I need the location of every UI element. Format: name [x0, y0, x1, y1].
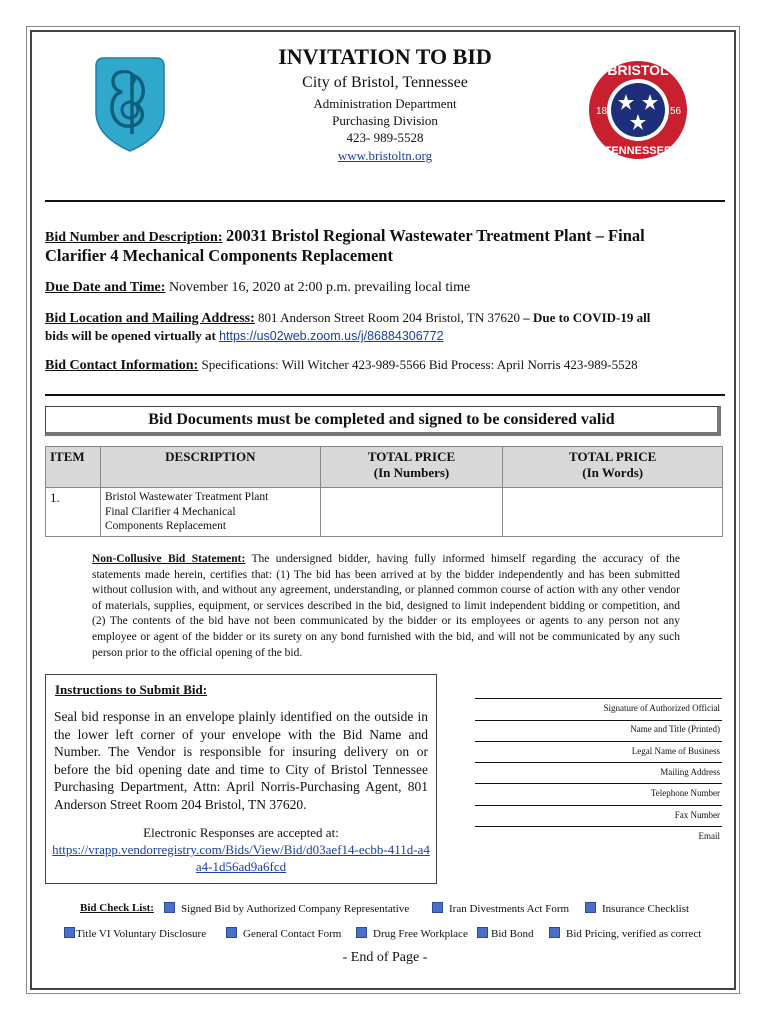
non-collusive-statement: [92, 552, 680, 661]
covid-note-line2: bids will be opened virtually at: [45, 328, 216, 343]
price-numbers-title: TOTAL PRICE: [367, 449, 456, 464]
checklist-item-label: Title VI Voluntary Disclosure: [76, 928, 207, 940]
instructions-heading: Instructions to Submit Bid:: [55, 682, 208, 697]
table-row: [46, 488, 723, 537]
due-date-value: November 16, 2020 at 2:00 p.m. prevailing local time: [168, 280, 471, 295]
checkbox-icon: [432, 902, 443, 913]
location-label: Bid Location and Mailing Address:: [45, 311, 255, 326]
description-line: Bristol Wastewater Treatment Plant: [104, 491, 269, 503]
price-words-subtitle: (In Words): [582, 465, 644, 480]
electronic-responses: [50, 824, 432, 875]
electronic-responses-text: Electronic Responses are accepted at:: [143, 825, 339, 840]
bid-number-value: 20031 Bristol Regional Wastewater Treatment Plant – Final: [225, 226, 645, 245]
fax-label: Fax Number: [674, 810, 720, 820]
division-name: Purchasing Division: [332, 113, 438, 128]
city-name: City of Bristol, Tennessee: [302, 74, 468, 91]
checklist-item[interactable]: [585, 902, 689, 915]
checklist-item-label: Drug Free Workplace: [373, 928, 468, 940]
location-value: 801 Anderson Street Room 204 Bristol, TN 37620: [258, 310, 520, 325]
department-name: Administration Department: [313, 96, 457, 111]
email-line[interactable]: [475, 826, 722, 827]
business-name-line[interactable]: [475, 741, 722, 742]
price-words-input[interactable]: [503, 488, 723, 537]
bid-number-value-line2: Clarifier 4 Mechanical Components Replacement: [45, 246, 393, 265]
col-item-header: ITEM: [46, 447, 101, 488]
telephone-line[interactable]: [475, 783, 722, 784]
price-numbers-input[interactable]: [320, 488, 503, 537]
statement-text: The undersigned bidder, having fully informed himself regarding the accuracy of the statements made herein, certifies that: (1) The bid has been arrived at by the bidder independently and has been submitted without collusion with, and without any agreement, understanding, or planned common course of action with any other vendor of materials, supplies, equipment, or services described in the bid, designed to limit independent bidding or competition, and (2) The contents of the bid have not been communicated by the bidder or its employees or agents to any person not any employee or agent of the bidder or its surety on any bond furnished with the bid, and will not be communicated by any such person prior to the official opening of the bid.: [92, 553, 680, 659]
due-date-label: Due Date and Time:: [45, 280, 166, 295]
seal-year-left: 18: [596, 106, 608, 117]
description-cell: [100, 488, 320, 537]
header-divider: [45, 200, 725, 202]
col-price-numbers-header: [320, 447, 503, 488]
statement-label: Non-Collusive Bid Statement:: [92, 553, 246, 565]
signature-label: Signature of Authorized Official: [603, 703, 720, 713]
description-line: Components Replacement: [104, 520, 227, 532]
bristol-b-logo: [92, 54, 168, 154]
bid-price-table: [45, 446, 723, 537]
instructions-body: Seal bid response in an envelope plainly identified on the outside in the lower left corner of your envelope with the Bid Name and Number. The Vendor is responsible for insuring delivery on or before the bid opening date and time to City of Bristol Tennessee Purchasing Department, Attn: April Norris-Purchasing Agent, 801 Anderson Street Room 204 Bristol, TN 37620.: [54, 709, 428, 812]
table-header-row: [46, 447, 723, 488]
name-title-line[interactable]: [475, 720, 722, 721]
checklist-item[interactable]: [64, 927, 206, 940]
bid-number-label: Bid Number and Description:: [45, 230, 223, 245]
vendor-registry-link[interactable]: https://vrapp.vendorregistry.com/Bids/View/Bid/d03aef14-ecbb-411d-a4a4-1d56ad9a6fcd: [52, 842, 430, 874]
checklist-item-label: Bid Bond: [491, 928, 534, 940]
checkbox-icon: [64, 927, 75, 938]
checklist-item[interactable]: [226, 927, 341, 940]
col-description-header: DESCRIPTION: [100, 447, 320, 488]
checklist-item[interactable]: [432, 902, 569, 915]
document-title: INVITATION TO BID: [278, 44, 492, 69]
checkbox-icon: [549, 927, 560, 938]
checklist-item[interactable]: [549, 927, 701, 940]
checklist-item-label: Signed Bid by Authorized Company Representative: [181, 903, 410, 915]
signature-line[interactable]: [475, 698, 722, 699]
end-of-page: - End of Page -: [342, 950, 428, 965]
checkbox-icon: [226, 927, 237, 938]
checklist-item[interactable]: [164, 902, 409, 915]
checklist-item[interactable]: [477, 927, 533, 940]
price-words-title: TOTAL PRICE: [569, 449, 657, 464]
description-line: Final Clarifier 4 Mechanical: [104, 505, 236, 518]
seal-year-right: 56: [670, 106, 682, 117]
telephone-label: Telephone Number: [650, 788, 720, 798]
mailing-address-line[interactable]: [475, 762, 722, 763]
mailing-address-label: Mailing Address: [660, 767, 720, 777]
name-title-label: Name and Title (Printed): [630, 724, 720, 734]
checklist-item-label: General Contact Form: [243, 928, 342, 940]
seal-text-top: BRISTOL: [607, 62, 669, 78]
seal-text-bottom: TENNESSEE: [604, 145, 672, 157]
checklist-item[interactable]: [356, 927, 468, 940]
business-name-label: Legal Name of Business: [631, 746, 720, 756]
bid-documents-banner: Bid Documents must be completed and signed to be considered valid: [45, 406, 721, 436]
checklist-label: Bid Check List:: [80, 902, 154, 914]
tennessee-seal-logo: [586, 58, 690, 162]
checkbox-icon: [477, 927, 488, 938]
col-price-words-header: [503, 447, 723, 488]
website-link[interactable]: www.bristoltn.org: [337, 148, 433, 163]
checklist-item-label: Iran Divestments Act Form: [449, 903, 570, 915]
email-label: Email: [698, 831, 720, 841]
checklist-item-label: Bid Pricing, verified as correct: [566, 928, 702, 940]
zoom-link[interactable]: https://us02web.zoom.us/j/86884306772: [219, 329, 444, 343]
contact-divider: [45, 394, 725, 396]
price-numbers-subtitle: (In Numbers): [373, 465, 450, 480]
checkbox-icon: [356, 927, 367, 938]
contact-value: Specifications: Will Witcher 423-989-5566 Bid Process: April Norris 423-989-5528: [201, 357, 638, 372]
checkbox-icon: [164, 902, 175, 913]
checkbox-icon: [585, 902, 596, 913]
item-cell: 1.: [46, 488, 101, 537]
fax-line[interactable]: [475, 805, 722, 806]
phone-number: 423- 989-5528: [346, 130, 424, 145]
covid-note: – Due to COVID-19 all: [523, 310, 651, 325]
contact-label: Bid Contact Information:: [45, 358, 199, 373]
checklist-item-label: Insurance Checklist: [602, 903, 690, 915]
